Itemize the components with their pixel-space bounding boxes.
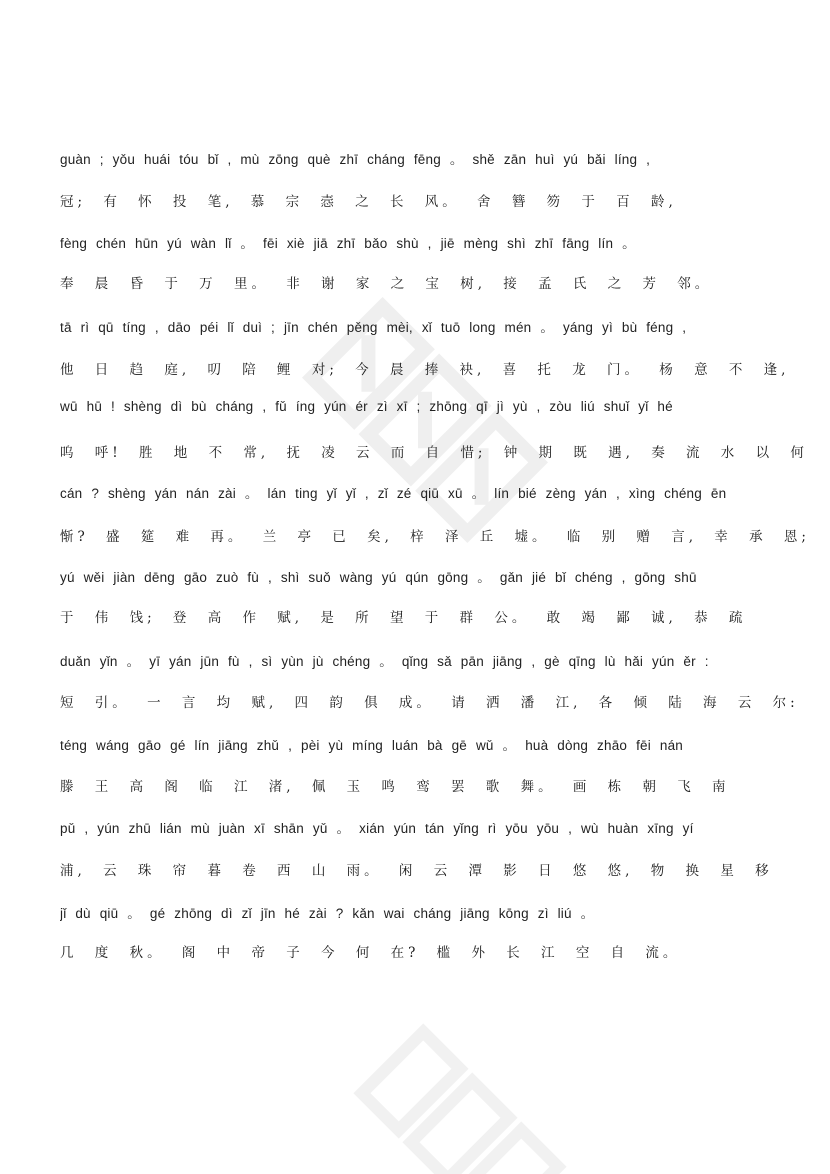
hanzi-line: 浦, 云 珠 帘 暮 卷 西 山 雨。 闲 云 潭 影 日 悠 悠, 物 换 星 移 (60, 863, 773, 879)
pinyin-line: duǎn yǐn 。 yī yán jūn fù , sì yùn jù chéng 。 qǐng sǎ pān jiāng , gè qīng lù hǎi yún ěr : (60, 654, 709, 669)
hanzi-line: 他 日 趋 庭, 叨 陪 鲤 对; 今 晨 捧 袂, 喜 托 龙 门。 杨 意 不 逢, (60, 362, 790, 378)
pinyin-line: yú wěi jiàn dēng gāo zuò fù , shì suǒ wàng yú qún gōng 。 gǎn jié bǐ chéng , gōng shū (60, 570, 697, 585)
pinyin-line: guàn ; yǒu huái tóu bǐ , mù zōng què zhī cháng fēng 。 shě zān huì yú bǎi líng , (60, 152, 651, 167)
hanzi-line: 短 引。 一 言 均 赋, 四 韵 俱 成。 请 洒 潘 江, 各 倾 陆 海 云 尔: (60, 695, 799, 711)
pinyin-line: jǐ dù qiū 。 gé zhōng dì zǐ jīn hé zài ? kǎn wai cháng jiāng kōng zì liú 。 (60, 906, 595, 921)
hanzi-line: 呜 呼! 胜 地 不 常, 抚 凌 云 而 自 惜; 钟 期 既 遇, 奏 流 水 以 何 (60, 445, 808, 461)
hanzi-line: 滕 王 高 阁 临 江 渚, 佩 玉 鸣 鸾 罢 歌 舞。 画 栋 朝 飞 南 (60, 779, 730, 795)
hanzi-line: 几 度 秋。 阁 中 帝 子 今 何 在? 槛 外 长 江 空 自 流。 (60, 945, 681, 961)
pinyin-line: tā rì qū tíng , dāo péi lǐ duì ; jīn chén pěng mèi, xǐ tuō long mén 。 yáng yì bù féng , (60, 320, 687, 335)
hanzi-line: 惭? 盛 筵 难 再。 兰 亭 已 矣, 梓 泽 丘 墟。 临 别 赠 言, 幸 承 恩; (60, 529, 810, 545)
pinyin-line: wū hū ! shèng dì bù cháng , fǔ íng yún ér zì xī ; zhōng qī jì yù , zòu liú shuǐ yǐ hé (60, 399, 673, 414)
pinyin-line: téng wáng gāo gé lín jiāng zhǔ , pèi yù míng luán bà gē wǔ 。 huà dòng zhāo fēi nán (60, 738, 684, 753)
pinyin-line: pǔ , yún zhū lián mù juàn xī shān yǔ 。 xián yún tán yǐng rì yōu yōu , wù huàn xīng yí (60, 821, 694, 836)
hanzi-line: 冠; 有 怀 投 笔, 慕 宗 悫 之 长 风。 舍 簪 笏 于 百 龄, (60, 194, 677, 210)
hanzi-line: 于 伟 饯; 登 高 作 赋, 是 所 望 于 群 公。 敢 竭 鄙 诚, 恭 疏 (60, 610, 747, 626)
hanzi-line: 奉 晨 昏 于 万 里。 非 谢 家 之 宝 树, 接 孟 氏 之 芳 邻。 (60, 276, 713, 292)
pinyin-line: cán ? shèng yán nán zài 。 lán ting yǐ yǐ , zǐ zé qiū xū 。 lín bié zèng yán , xìng chéng ēn (60, 486, 727, 501)
watermark-logo-lower (330, 1000, 590, 1174)
pinyin-line: fèng chén hūn yú wàn lǐ 。 fēi xiè jiā zhī bǎo shù , jiē mèng shì zhī fāng lín 。 (60, 236, 636, 251)
